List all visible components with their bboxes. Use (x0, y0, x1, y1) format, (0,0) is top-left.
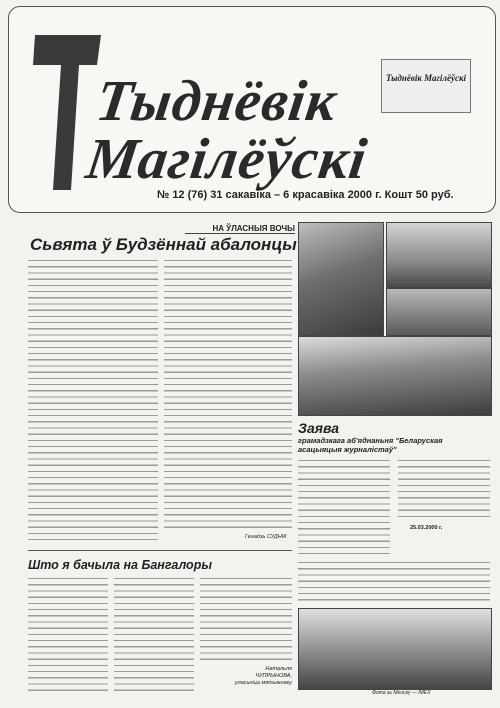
statement-text-column-3 (398, 458, 490, 522)
protest-photo-right-top (386, 222, 492, 288)
crowd-photo (298, 608, 492, 690)
masthead-title-line2: Магілёўскі (82, 126, 372, 191)
bangalore-text-column-2 (114, 576, 194, 694)
masthead-title-line1: Тыднёвік (92, 68, 342, 133)
bangalore-text-column-1 (28, 576, 108, 694)
lead-author: Генадзь СУДНІК (245, 534, 287, 540)
bangalore-text-column-3 (200, 576, 292, 660)
protest-photo-right-bottom (386, 288, 492, 336)
lead-rubric: НА ЎЛАСНЫЯ ВОЧЫ (185, 224, 295, 234)
section-divider (28, 550, 292, 551)
issue-info: № 12 (76) 31 сакавіка – 6 красавіка 2000 г. Кошт 50 руб. (157, 189, 454, 201)
statement-subheadline: грамадзкага аб'яднаньня "Беларуская асацыяцыя журналістаў" (298, 436, 443, 454)
statement-headline: Заява (298, 420, 340, 436)
bangalore-author: Натальля ЧУПРЫНОВА, уласьніца мятыжнаку (234, 666, 292, 686)
protest-photo-wide (298, 336, 492, 416)
lead-headline: Сьвята ў Будзённай абалонцы (30, 235, 297, 254)
lead-text-column-2 (164, 258, 292, 528)
bangalore-headline: Што я бачыла на Бангалоры (28, 558, 213, 572)
statement-text-column-1 (298, 458, 390, 558)
statement-text-wide (298, 560, 490, 604)
crowd-photo-caption: Фота зь Менску — ІМЕХ (372, 690, 431, 696)
protest-photo-left (298, 222, 384, 336)
statement-date: 25.03.2000 г. (410, 525, 443, 531)
masthead-mini-logo: Тыднёвік Магілёўскі (381, 59, 471, 113)
lead-text-column-1 (28, 258, 158, 543)
masthead (8, 6, 496, 213)
